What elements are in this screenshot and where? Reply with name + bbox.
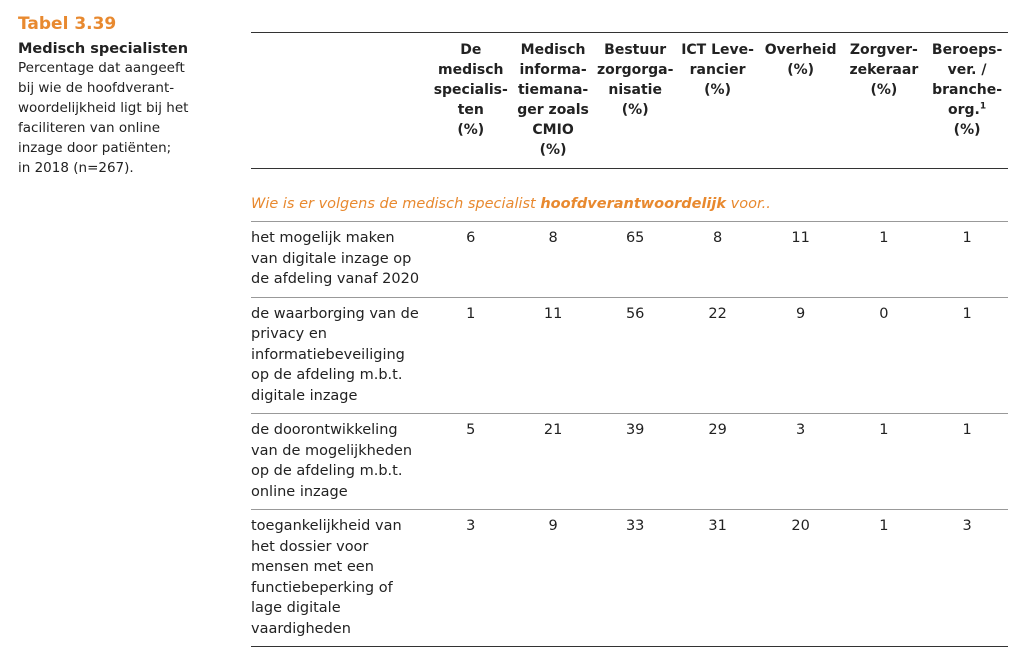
cell-value: 1 (962, 230, 972, 246)
cell-value: 1 (879, 518, 889, 534)
cell-value: 22 (708, 305, 727, 322)
cell-value: 3 (466, 518, 476, 534)
cell-value: 3 (796, 422, 806, 438)
cell-value: 11 (791, 230, 810, 246)
col-header-cmio: Medisch informa- tiemana- ger zoals CMIO (%) (517, 42, 589, 158)
row-label: het mogelijk maken van digitale inzage op de afdeling vanaf 2020 (251, 230, 420, 287)
cell-value: 39 (625, 422, 645, 438)
cell-value: 6 (466, 230, 476, 246)
cell-value: 8 (712, 230, 723, 246)
cell-value: 11 (543, 305, 563, 322)
col-header-overheid: Overheid (%) (764, 42, 837, 78)
table-subtitle: Medisch specialisten (18, 41, 189, 57)
row-label: de doorontwikkeling van de mogelijkheden op de afdeling m.b.t. online inzage (251, 422, 413, 500)
col-header-beroepsver-unit: (%) (953, 122, 981, 138)
subheader-post: voor.. (726, 196, 771, 212)
subheader-text (251, 169, 1008, 222)
cell-value: 31 (708, 518, 727, 534)
col-header-zorgverzekeraar: Zorgver- zekeraar (%) (849, 42, 919, 98)
cell-value: 0 (879, 305, 889, 322)
cell-value: 20 (791, 518, 810, 534)
subheader-bold: hoofdverantwoordelijk (540, 196, 727, 212)
cell-value: 8 (548, 230, 558, 246)
footnote-marker: 1 (979, 101, 987, 112)
table-row (251, 297, 1008, 414)
header-empty (251, 33, 430, 169)
col-header-bestuur: Bestuur zorgorga- nisatie (%) (596, 42, 674, 118)
cell-value: 3 (962, 518, 972, 534)
row-label: toegankelijkheid van het dossier voor mensen met een functiebeperking of lage digitale vaardigheden (251, 518, 402, 637)
table-description: Percentage dat aangeeft bij wie de hoofdverant- woordelijkheid ligt bij het faciliteren van online inzage door patiënten; in 2018 (n=267). (18, 60, 189, 176)
cell-value: 9 (548, 518, 558, 534)
cell-value: 56 (625, 305, 645, 322)
table-row (251, 222, 1008, 298)
table-caption (18, 14, 223, 178)
cell-value: 5 (466, 422, 476, 438)
cell-value: 1 (962, 305, 972, 322)
header-row (251, 33, 1008, 169)
col-header-specialisten: De medisch specialis- ten (%) (433, 42, 508, 138)
cell-value: 65 (625, 230, 645, 246)
subheader-pre: Wie is er volgens de medisch specialist (251, 196, 541, 212)
col-header-beroepsver-label: Beroeps- ver. / branche- org. (931, 42, 1003, 118)
cell-value: 29 (708, 422, 727, 438)
table-row (251, 414, 1008, 510)
section-subheader (251, 169, 1008, 222)
cell-value: 1 (962, 422, 972, 438)
cell-value: 33 (625, 518, 645, 534)
cell-value: 1 (466, 305, 476, 322)
results-table (251, 32, 1008, 647)
col-header-beroepsver (926, 33, 1008, 169)
row-label: de waarborging van de privacy en informatiebeveiliging op de afdeling m.b.t. digitale inzage (251, 305, 419, 404)
cell-value: 1 (879, 230, 889, 246)
cell-value: 9 (796, 305, 806, 322)
col-header-ict: ICT Leve- rancier (%) (681, 42, 754, 98)
cell-value: 21 (543, 422, 563, 438)
table-number: Tabel 3.39 (18, 14, 117, 34)
table-row (251, 510, 1008, 647)
cell-value: 1 (879, 422, 889, 438)
